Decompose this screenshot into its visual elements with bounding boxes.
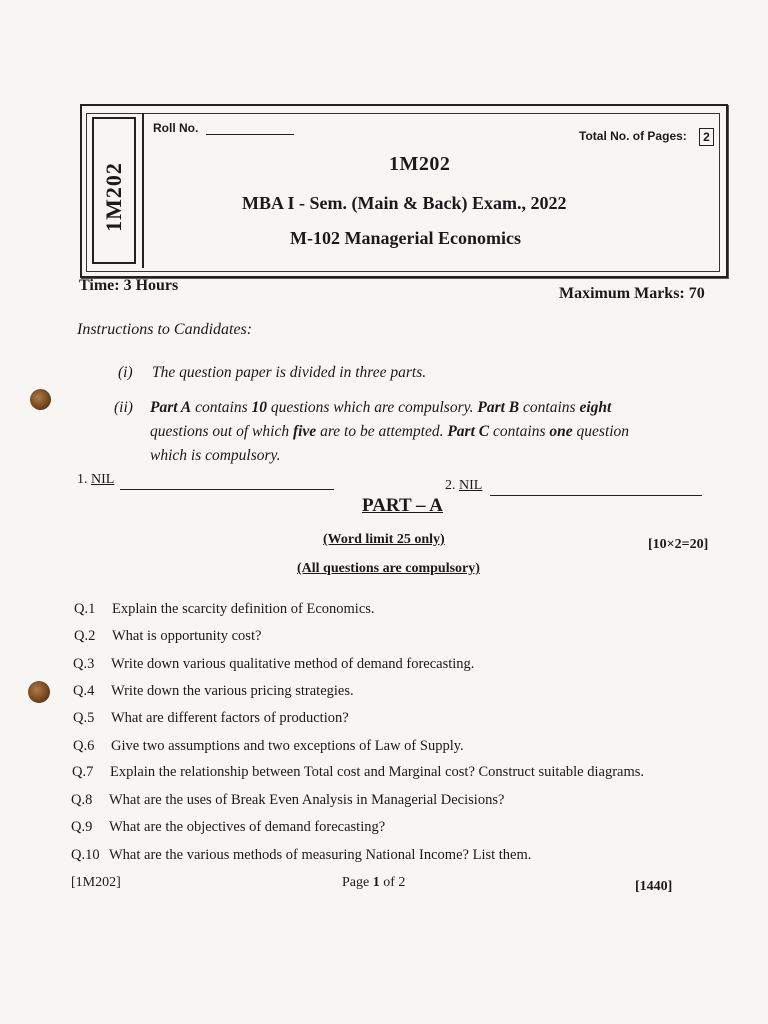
- instruction-number: (i): [118, 364, 133, 381]
- question-text: What are the various methods of measuring National Income? List them.: [109, 847, 532, 863]
- nil-text: NIL: [91, 472, 115, 487]
- question-item: [71, 847, 531, 864]
- question-item: [72, 764, 644, 781]
- nil-number: 2.: [445, 478, 456, 493]
- nil-line-2: [490, 495, 702, 496]
- footer-code-right: [1440]: [635, 879, 673, 894]
- nil-line-1: [120, 489, 334, 490]
- nil-item-2: [445, 478, 482, 494]
- part-a-title: PART – A: [362, 495, 443, 516]
- question-item: [71, 819, 385, 836]
- total-pages-label: Total No. of Pages:: [579, 129, 687, 143]
- instruction-item: [118, 361, 738, 385]
- instruction-text: [150, 396, 629, 468]
- marks-allocation: [10×2=20]: [648, 537, 709, 552]
- instruction-line: questions out of which five are to be attempted. Part C contains one question: [150, 423, 630, 440]
- question-number: Q.9: [71, 819, 93, 835]
- instructions-heading: Instructions to Candidates:: [77, 321, 253, 338]
- total-pages-value: 2: [699, 128, 714, 146]
- punch-hole-mark: [28, 681, 50, 703]
- instruction-text: The question paper is divided in three parts.: [152, 364, 427, 381]
- time-label: Time: 3 Hours: [79, 277, 179, 294]
- question-item: [73, 683, 354, 700]
- question-item: [73, 656, 474, 673]
- question-number: Q.1: [74, 601, 96, 617]
- paper-code-title: 1M202: [389, 153, 451, 175]
- instruction-line: which is compulsory.: [150, 447, 281, 464]
- question-text: What is opportunity cost?: [112, 628, 262, 644]
- question-number: Q.8: [71, 792, 93, 808]
- question-number: Q.5: [73, 710, 95, 726]
- question-item: [71, 792, 504, 809]
- footer-page-number: Page 1 of 2: [342, 875, 406, 890]
- question-text: What are the uses of Break Even Analysis in Managerial Decisions?: [109, 792, 505, 808]
- question-text: What are the objectives of demand forecasting?: [109, 819, 386, 835]
- question-text: What are different factors of production?: [111, 710, 349, 726]
- instruction-number: (ii): [114, 399, 133, 416]
- side-code-inner-box: [92, 117, 136, 264]
- roll-no-line: [206, 134, 294, 135]
- question-item: [74, 628, 261, 645]
- question-text: Give two assumptions and two exceptions of Law of Supply.: [111, 738, 464, 754]
- nil-item-1: [77, 472, 114, 488]
- nil-text: NIL: [459, 478, 483, 493]
- roll-no-label: Roll No.: [153, 121, 199, 135]
- instruction-item: [114, 396, 734, 468]
- instruction-line: Part A contains 10 questions which are compulsory. Part B contains eight: [150, 399, 612, 416]
- question-number: Q.10: [71, 847, 100, 863]
- question-number: Q.4: [73, 683, 95, 699]
- question-text: Write down the various pricing strategies.: [111, 683, 354, 699]
- exam-title: MBA I - Sem. (Main & Back) Exam., 2022: [242, 193, 567, 213]
- compulsory-note: (All questions are compulsory): [297, 561, 480, 576]
- footer-paper-code: [1M202]: [71, 875, 121, 890]
- word-limit-note: (Word limit 25 only): [323, 532, 445, 547]
- question-item: [74, 601, 375, 618]
- max-marks-label: Maximum Marks: 70: [559, 285, 705, 302]
- question-number: Q.3: [73, 656, 95, 672]
- question-number: Q.2: [74, 628, 96, 644]
- question-text: Explain the scarcity definition of Economics.: [112, 601, 375, 617]
- question-item: [73, 738, 464, 755]
- side-code-box: [86, 113, 144, 268]
- side-paper-code: 1M202: [101, 162, 126, 232]
- question-number: Q.6: [73, 738, 95, 754]
- punch-hole-mark: [30, 389, 51, 410]
- question-text: Explain the relationship between Total cost and Marginal cost? Construct suitable diagrams.: [110, 764, 645, 780]
- question-item: [73, 710, 349, 727]
- question-text: Write down various qualitative method of demand forecasting.: [111, 656, 475, 672]
- nil-number: 1.: [77, 472, 88, 487]
- question-number: Q.7: [72, 764, 94, 780]
- subject-title: M-102 Managerial Economics: [290, 228, 521, 248]
